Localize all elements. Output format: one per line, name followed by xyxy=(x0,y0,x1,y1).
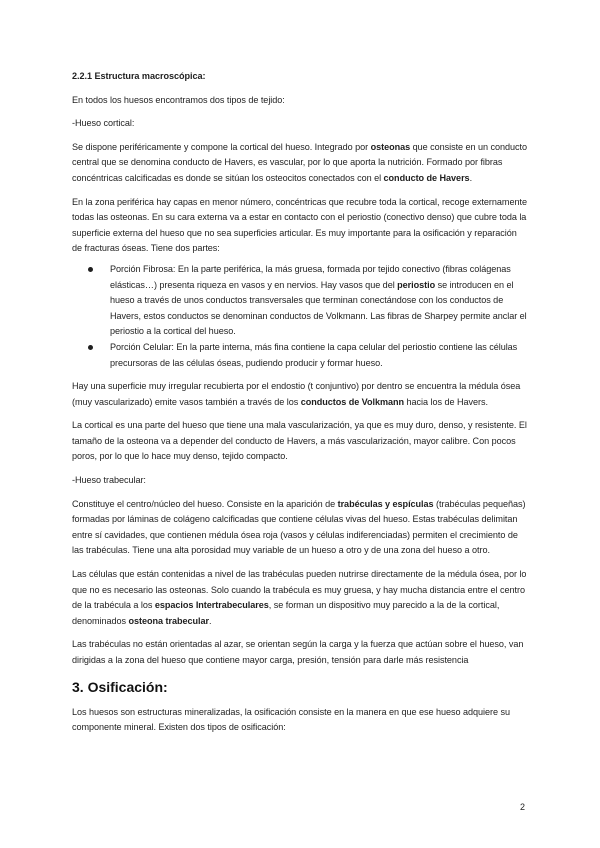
trabecular-label: -Hueso trabecular: xyxy=(72,475,146,486)
cortical-paragraph-2: En la zona periférica hay capas en menor número, concéntricas que recubre toda la cortical, recoge externamente todas las osteonas. En su cara externa va a estar en contacto con el periostio (conectivo denso) que cubre toda la superficie externa del hueso que no sea superficies articular. Es muy importante para la osificación y reparación de fracturas óseas. Tiene dos partes: xyxy=(72,196,527,254)
text-run: Se dispone periféricamente y compone la cortical del hueso. Integrado por xyxy=(72,141,371,152)
text-run: (trabéculas pequeñas) formadas por láminas de colágeno calcificadas que contiene células vivas del hueso. Estas trabéculas delimitan entre sí cavidades, que contienen médula ósea roja (vasos y células indiferenciadas) permiten el crecimiento de las trabéculas. Tiene una alta porosidad muy variable de un hueso a otro y de una zona del hueso a otro. xyxy=(72,498,526,556)
bullet-icon xyxy=(88,345,93,350)
bold-term-havers: conducto de Havers xyxy=(383,172,470,183)
cortical-paragraph-1 xyxy=(72,140,528,187)
text-run: , se forman un dispositivo muy parecido a la de la cortical, denominados xyxy=(72,600,500,626)
text-run: . xyxy=(469,172,473,183)
text-run: Las células que están contenidas a nivel de las trabéculas pueden nutrirse directamente de la médula ósea, por lo que no es necesario las osteonas. Solo cuando la trabécula es muy gruesa, y hay mucha distancia entre el centro de la trabécula a los xyxy=(72,569,527,611)
bullet-text xyxy=(110,340,528,371)
bold-term-trabeculas: trabéculas y espículas xyxy=(337,498,434,509)
page-number: 2 xyxy=(520,802,526,812)
text-run: hacia los de Havers. xyxy=(404,396,488,407)
trabecular-paragraph-2 xyxy=(72,567,528,629)
periostio-bullet-list xyxy=(72,262,528,371)
bold-term-osteona-trabecular: osteona trabecular xyxy=(128,615,209,626)
text-run: Porción Fibrosa: En la parte periférica, la más gruesa, formada por tejido conectivo (fibras colágenas elásticas…) presenta riqueza en vasos y en nervios. Hay vasos que del xyxy=(110,263,511,290)
list-item xyxy=(72,340,528,371)
trabecular-paragraph-3: Las trabéculas no están orientadas al azar, se orientan según la carga y la fuerza que actúan sobre el hueso, van dirigidas a la zona del hueso que contiene mayor carga, presión, tensión para darle más resistencia xyxy=(72,639,524,665)
bullet-icon xyxy=(88,267,93,272)
bold-term-volkmann: conductos de Volkmann xyxy=(300,396,405,407)
page-content xyxy=(72,69,528,736)
text-run: Hay una superficie muy irregular recubierta por el endostio (t conjuntivo) por dentro se encuentra la médula ósea (muy vascularizado) emite vasos también a través de los xyxy=(72,381,521,407)
list-item xyxy=(72,262,528,340)
cortical-label: -Hueso cortical: xyxy=(72,118,135,129)
text-run: Porción Celular: En la parte interna, más fina contiene la capa celular del periostio contiene las células precursoras de las células óseas, pudiendo producir y formar hueso. xyxy=(110,341,518,368)
section-heading: 2.2.1 Estructura macroscópica: xyxy=(72,71,206,81)
text-run: . xyxy=(209,615,212,626)
ossification-heading: 3. Osificación: xyxy=(72,678,168,695)
text-run: Constituye el centro/núcleo del hueso. Consiste en la aparición de xyxy=(72,498,338,509)
bold-term-periostio: periostio xyxy=(397,279,436,290)
text-run: que consiste en un conducto central que se denomina conducto de Havers, es vascular, por lo que aporta la nutrición. Formado por fibras concéntricas calcificadas es donde se sitúan los osteocitos conectados con el xyxy=(72,141,528,183)
cortical-paragraph-4: La cortical es una parte del hueso que tiene una mala vascularización, ya que es muy duro, denso, y resistente. El tamaño de la osteona va a depender del conducto de Havers, a más vascularización, mayor calibre. Con pocos poros, por lo que lo hace muy denso, tejido compacto. xyxy=(72,420,527,462)
cortical-paragraph-3 xyxy=(72,379,528,410)
bullet-text xyxy=(110,262,528,340)
bold-term-osteonas: osteonas xyxy=(370,141,411,152)
bold-term-intertrabeculares: espacios Intertrabeculares xyxy=(154,600,269,611)
intro-paragraph: En todos los huesos encontramos dos tipos de tejido: xyxy=(72,94,285,105)
ossification-paragraph-1: Los huesos son estructuras mineralizadas, la osificación consiste en la manera en que ese hueso adquiere su componente mineral. Existen dos tipos de osificación: xyxy=(72,706,510,733)
trabecular-paragraph-1 xyxy=(72,497,528,559)
text-run: se introducen en el hueso a través de unos conductos transversales que terminan conectándose con los conductos de Havers, estos conductos se denominan conductos de Volkmann. Las fibras de Sharpey permite anclar el periostio a la cortical del hueso. xyxy=(110,279,527,337)
